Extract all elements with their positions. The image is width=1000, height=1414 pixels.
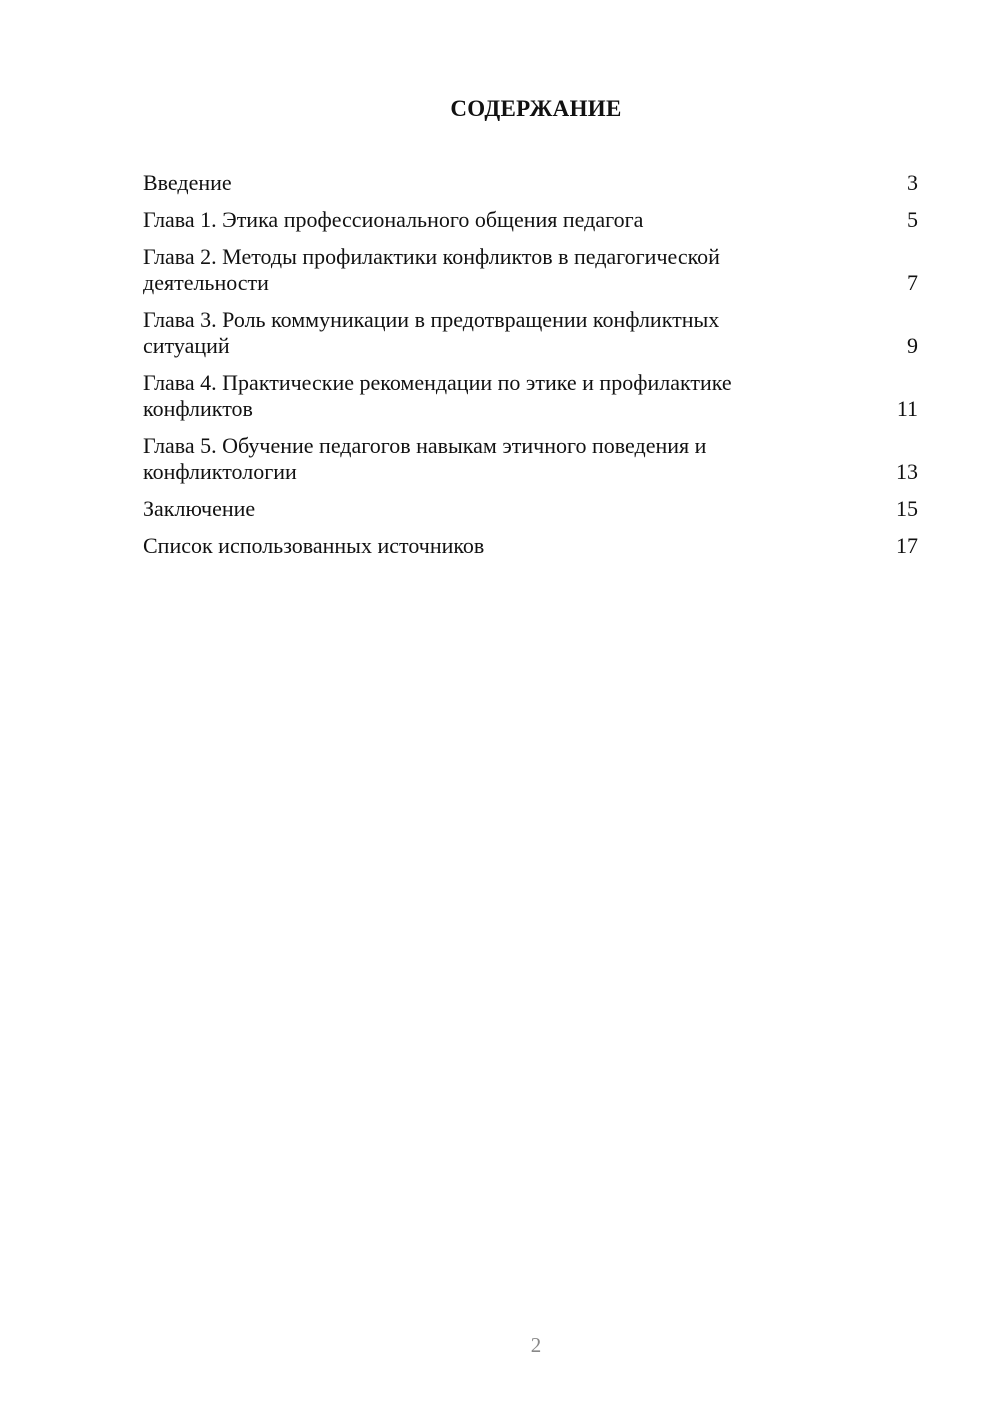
toc-entry-chapter-4[interactable]	[143, 370, 918, 422]
page-number: 2	[530, 1333, 542, 1357]
toc-entry-chapter-3[interactable]	[143, 307, 918, 359]
toc-entry-title: Глава 1. Этика профессионального общения педагога	[143, 207, 644, 232]
toc-entry-chapter-5[interactable]	[143, 433, 918, 485]
toc-entry-chapter-2[interactable]	[143, 244, 918, 296]
toc-entry-title: Глава 4. Практические рекомендации по этике и профилактике конфликтов	[143, 370, 732, 421]
table-of-contents	[143, 170, 918, 570]
toc-entry-page: 7	[907, 270, 918, 295]
toc-entry-page: 5	[907, 207, 918, 232]
toc-entry-conclusion[interactable]	[143, 496, 918, 522]
toc-entry-chapter-1[interactable]	[143, 207, 918, 233]
toc-entry-title: Глава 5. Обучение педагогов навыкам этичного поведения и конфликтологии	[143, 433, 707, 484]
toc-entry-title: Глава 2. Методы профилактики конфликтов в педагогической деятельности	[143, 244, 720, 295]
toc-entry-introduction[interactable]	[143, 170, 918, 196]
page-title: СОДЕРЖАНИЕ	[450, 96, 622, 121]
toc-entry-title: Введение	[143, 170, 232, 195]
toc-entry-references[interactable]	[143, 533, 918, 559]
toc-entry-title: Глава 3. Роль коммуникации в предотвращении конфликтных ситуаций	[143, 307, 720, 358]
toc-entry-page: 3	[907, 170, 918, 195]
toc-entry-page: 11	[896, 396, 918, 421]
toc-entry-page: 15	[896, 496, 918, 521]
toc-entry-title: Список использованных источников	[143, 533, 485, 558]
toc-entry-page: 9	[907, 333, 918, 358]
toc-entry-page: 13	[896, 459, 918, 484]
toc-entry-page: 17	[896, 533, 918, 558]
toc-entry-title: Заключение	[143, 496, 256, 521]
